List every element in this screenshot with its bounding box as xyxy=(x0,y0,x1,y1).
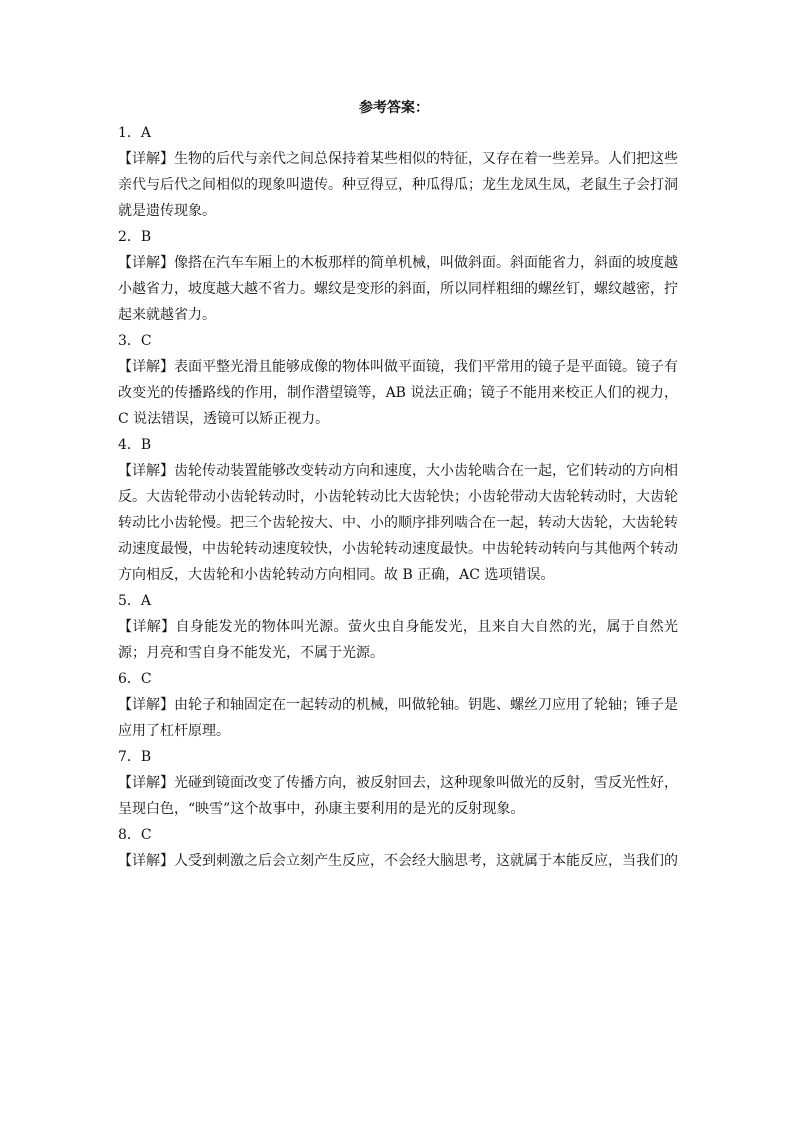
answer-number: 1．A xyxy=(118,125,152,141)
answer-detail xyxy=(118,458,678,588)
answer-item-2 xyxy=(118,224,678,328)
detail-text: 生物的后代与亲代之间总保持着某些相似的特征，又存在着一些差异。人们把这些亲代与后代之间相似的现象叫遗传。种豆得豆，种瓜得瓜；龙生龙凤生凤，老鼠生子会打洞就是遗传现象。 xyxy=(118,151,678,219)
answer-number: 2．B xyxy=(118,229,152,245)
answer-item-5 xyxy=(118,588,678,666)
detail-tag: 【详解】 xyxy=(118,853,174,869)
answer-detail xyxy=(118,614,678,666)
page-title: 参考答案： xyxy=(359,100,429,116)
answer-detail xyxy=(118,770,678,822)
answer-number: 7．B xyxy=(118,749,152,765)
answer-detail xyxy=(118,692,678,744)
answer-detail xyxy=(118,146,678,224)
answer-sheet xyxy=(118,96,678,874)
answer-number: 3．C xyxy=(118,333,152,349)
detail-text: 像搭在汽车车厢上的木板那样的简单机械，叫做斜面。斜面能省力，斜面的坡度越小越省力，坡度越大越不省力。螺纹是变形的斜面，所以同样粗细的螺丝钉，螺纹越密，拧起来就越省力。 xyxy=(118,255,678,323)
detail-tag: 【详解】 xyxy=(118,463,174,479)
detail-tag: 【详解】 xyxy=(118,255,174,271)
detail-text: 自身能发光的物体叫光源。萤火虫自身能发光，且来自大自然的光，属于自然光源；月亮和雪自身不能发光，不属于光源。 xyxy=(118,619,679,661)
answer-item-1 xyxy=(118,120,678,224)
detail-text: 由轮子和轴固定在一起转动的机械，叫做轮轴。钥匙、螺丝刀应用了轮轴；锤子是应用了杠杆原理。 xyxy=(118,697,678,739)
detail-tag: 【详解】 xyxy=(118,359,174,375)
detail-tag: 【详解】 xyxy=(118,697,174,713)
answer-item-6 xyxy=(118,666,678,744)
answer-detail xyxy=(118,848,678,874)
detail-text: 光碰到镜面改变了传播方向，被反射回去，这种现象叫做光的反射，雪反光性好，呈现白色，“映雪”这个故事中，孙康主要利用的是光的反射现象。 xyxy=(118,775,678,817)
detail-text: 齿轮传动装置能够改变转动方向和速度，大小齿轮啮合在一起，它们转动的方向相反。大齿轮带动小齿轮转动时，小齿轮转动比大齿轮快；小齿轮带动大齿轮转动时，大齿轮转动比小齿轮慢。把三个齿轮按大、中、小的顺序排列啮合在一起，转动大齿轮，大齿轮转动速度最慢，中齿轮转动速度较快，小齿轮转动速度最快。中齿轮转动转向与其他两个转动方向相反，大齿轮和小齿轮转动方向相同。故 B 正确，AC 选项错误。 xyxy=(118,463,678,583)
answer-item-3 xyxy=(118,328,678,432)
answer-detail xyxy=(118,250,678,328)
detail-text: 表面平整光滑且能够成像的物体叫做平面镜，我们平常用的镜子是平面镜。镜子有改变光的传播路线的作用，制作潜望镜等，AB 说法正确；镜子不能用来校正人们的视力，C 说法错误，透镜可以矫正视力。 xyxy=(118,359,678,427)
detail-tag: 【详解】 xyxy=(118,775,174,791)
detail-text: 人受到刺激之后会立刻产生反应，不会经大脑思考，这就属于本能反应，当我们的 xyxy=(174,853,678,869)
answer-number: 4．B xyxy=(118,437,152,453)
answer-number: 8．C xyxy=(118,827,152,843)
detail-tag: 【详解】 xyxy=(118,619,176,635)
answer-item-7 xyxy=(118,744,678,822)
answer-number: 6．C xyxy=(118,671,152,687)
answer-number: 5．A xyxy=(118,593,152,609)
answer-item-4 xyxy=(118,432,678,588)
detail-tag: 【详解】 xyxy=(118,151,174,167)
answer-item-8 xyxy=(118,822,678,874)
answer-detail xyxy=(118,354,678,432)
